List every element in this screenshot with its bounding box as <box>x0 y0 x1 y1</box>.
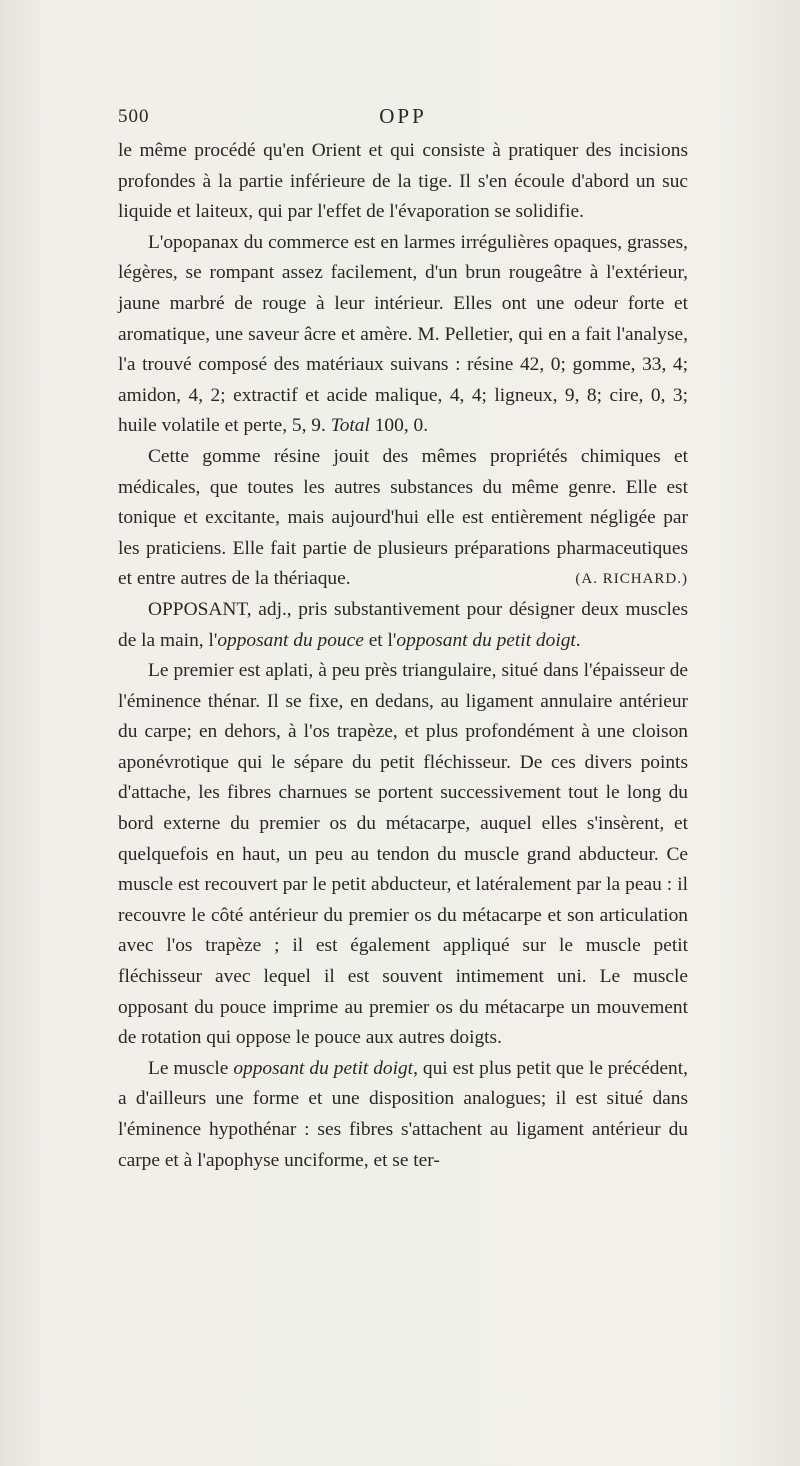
author-signature: (A. RICHARD.) <box>575 571 688 588</box>
paragraph-opposant-petit-doigt: Le muscle opposant du petit doigt, qui est plus petit que le précédent, a d'ailleurs une forme et une disposition analogues; il est situé dans l'éminence hypothénar : ses fibres s'attachent au ligament antérieur du carpe et à l'apophyse unciforme, et se ter- <box>118 1057 688 1171</box>
total-label: Total <box>330 415 370 437</box>
page-header <box>118 106 688 136</box>
running-head: OPP <box>379 104 427 128</box>
body-text <box>118 136 688 1176</box>
entry-opposant: OPPOSANT, adj., pris substantivement pour désigner deux muscles de la main, l'opposant du pouce et l'opposant du petit doigt. <box>118 598 688 651</box>
paragraph-continuation: le même procédé qu'en Orient et qui consiste à pratiquer des incisions profondes à la partie inférieure de la tige. Il s'en écoule d'abord un suc liquide et laiteux, qui par l'effet de l'évaporation se solidifie. <box>118 140 688 223</box>
page-number: 500 <box>118 106 150 127</box>
entry-headword: OPPOSANT <box>148 598 247 620</box>
paragraph-opposant-pouce: Le premier est aplati, à peu près triangulaire, situé dans l'épaisseur de l'éminence thénar. Il se fixe, en dedans, au ligament annulaire antérieur du carpe; en dehors, à l'os trapèze, et plus profondément à une cloison aponévrotique qui le sépare du petit fléchisseur. De ces divers points d'attache, les fibres charnues se portent successivement tout le long du bord externe du premier os du métacarpe, auquel elles s'insèrent, et quelquefois en haut, un peu au tendon du muscle grand abducteur. Ce muscle est recouvert par le petit abducteur, et latéralement par la peau : il recouvre le côté antérieur du premier os du métacarpe et son articulation avec l'os trapèze ; il est également appliqué sur le muscle petit fléchisseur avec lequel il est souvent intimement uni. Le muscle opposant du pouce imprime au premier os du métacarpe un mouvement de rotation qui oppose le pouce aux autres doigts. <box>118 660 688 1049</box>
paragraph-properties: Cette gomme résine jouit des mêmes propriétés chimiques et médicales, que toutes les autres substances du même genre. Elle est tonique et excitante, mais aujourd'hui elle est entièrement négligée par les praticiens. Elle fait partie de plusieurs préparations pharmaceutiques et entre autres de la thériaque. (A. RICHARD.) <box>118 442 688 595</box>
total-value: 100, 0. <box>374 415 429 437</box>
paragraph-opopanax-description: L'opopanax du commerce est en larmes irrégulières opaques, grasses, légères, se rompant assez facilement, d'un brun rougeâtre à l'extérieur, jaune marbré de rouge à leur intérieur. Elles ont une odeur forte et aromatique, une saveur âcre et amère. M. Pelletier, qui en a fait l'analyse, l'a trouvé composé des matériaux suivans : résine 42, 0; gomme, 33, 4; amidon, 4, 2; extractif et acide malique, 4, 4; ligneux, 9, 8; cire, 0, 3; huile volatile et perte, 5, 9. Total 100, 0. <box>118 231 688 437</box>
